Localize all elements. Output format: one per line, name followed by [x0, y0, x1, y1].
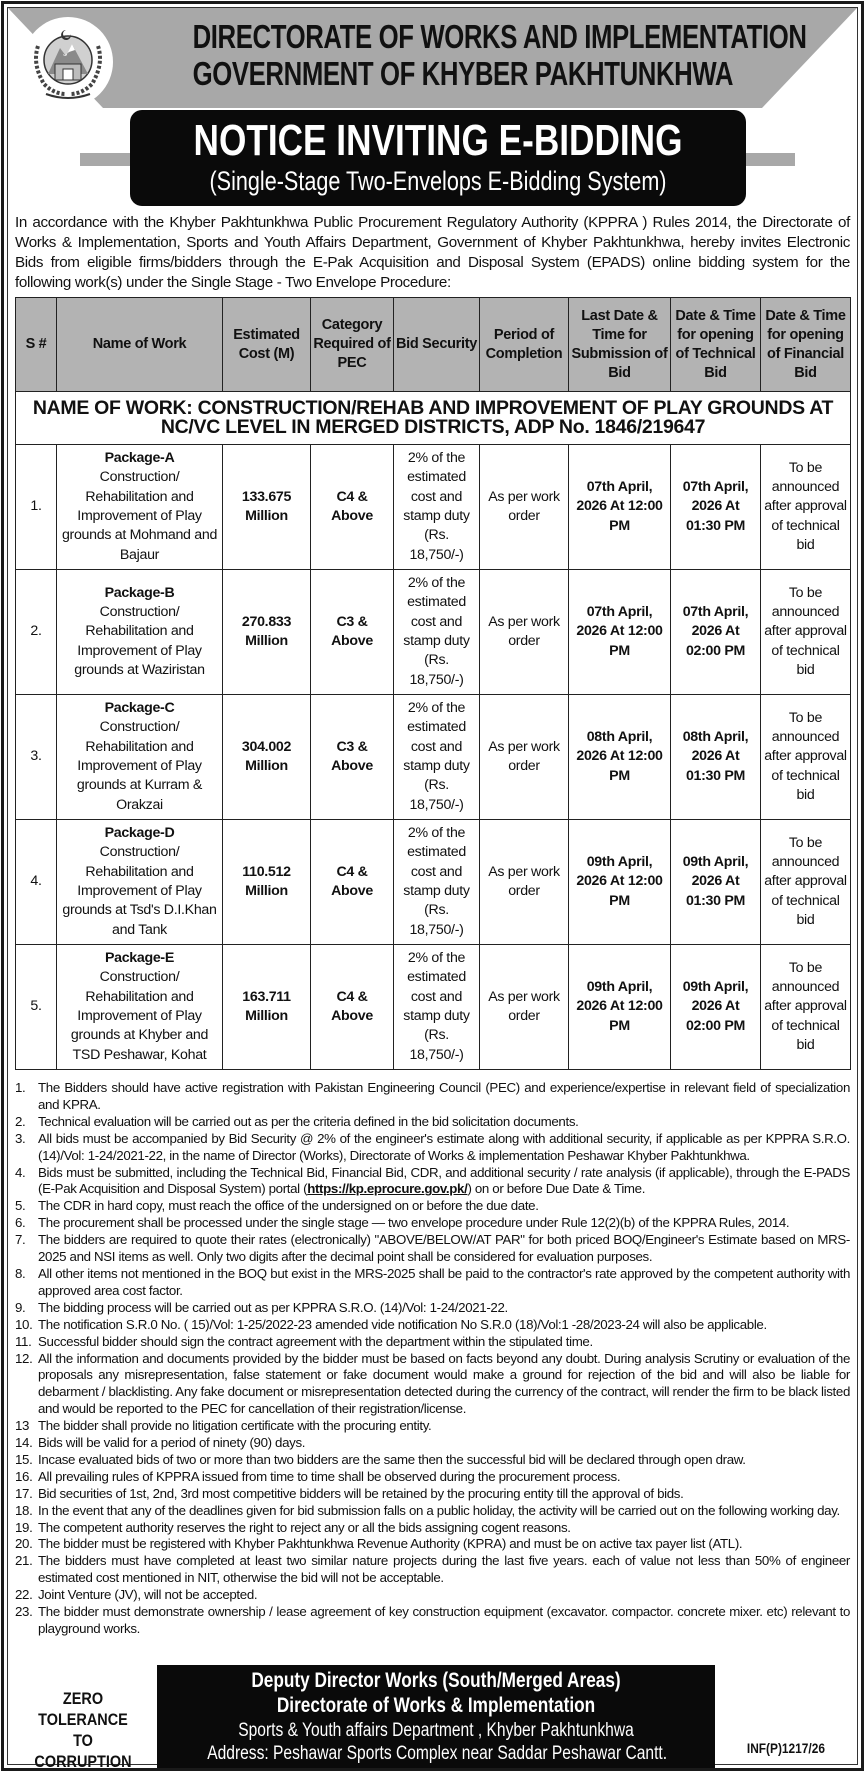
cell-name-of-work	[57, 945, 223, 1070]
header-category: Category Required of PEC	[311, 298, 394, 392]
cell-submission	[569, 820, 671, 945]
header-line-1: DIRECTORATE OF WORKS AND IMPLEMENTATION	[192, 18, 807, 55]
table-row	[16, 695, 851, 820]
note-text-end: ) on or before Due Date & Time.	[467, 1181, 646, 1197]
completion-period: As per work order	[488, 613, 560, 649]
note-item	[15, 1587, 850, 1604]
work-title-row	[16, 392, 851, 445]
note-item	[15, 1131, 850, 1165]
note-text: The bidding process will be carried out as per KPPRA S.R.O. (14)/Vol: 1-24/2021-22.	[38, 1299, 508, 1315]
note-number: 3.	[15, 1130, 26, 1146]
package-description: Construction/ Rehabilitation and Improvement of Play grounds at Tsd's D.I.Khan and Tank	[62, 844, 217, 938]
note-number: 20.	[15, 1536, 33, 1552]
note-item	[15, 1536, 850, 1553]
cell-submission	[569, 695, 671, 820]
cell-financial-opening	[761, 945, 851, 1070]
note-number: 18.	[15, 1502, 33, 1518]
note-item	[15, 1486, 850, 1503]
cell-category	[311, 695, 394, 820]
cost-unit: Million	[245, 883, 288, 899]
note-text: Technical evaluation will be carried out as per the criteria defined in the bid solicitation documents.	[38, 1113, 579, 1129]
header-sno: S #	[16, 298, 57, 392]
cell-period	[480, 445, 569, 570]
note-text: All bids must be accompanied by Bid Security @ 2% of the engineer's estimate along with additional security, if applicable as per KPPRA S.R.O. (14)/Vol: 1-24/2021-22, in the name of Director (Works), Directorate of Works & implementation Peshawar Khyber Pakhtunkhwa.	[38, 1130, 850, 1163]
eprocure-portal-link[interactable]: https://kp.eprocure.gov.pk/	[307, 1181, 468, 1197]
note-item	[15, 1165, 850, 1199]
note-text: All other items not mentioned in the BOQ but exist in the MRS-2025 shall be paid to the contractor's rate approved by the competent authority with approved area cost factor.	[38, 1265, 850, 1298]
slogan-line-1: ZERO	[62, 1689, 104, 1708]
note-item	[15, 1334, 850, 1351]
footer-line-2: Directorate of Works & Implementation	[276, 1694, 596, 1717]
note-text: All prevailing rules of KPPRA issued from time to time shall be observed during the procurement process.	[38, 1468, 621, 1484]
cell-bid-security	[394, 945, 480, 1070]
cell-financial-opening	[761, 820, 851, 945]
note-item	[15, 1300, 850, 1317]
header-bid-security: Bid Security	[394, 298, 480, 392]
reference-number: INF(P)1217/26	[746, 1740, 825, 1756]
category-suffix: Above	[331, 633, 373, 649]
note-number: 22.	[15, 1587, 33, 1603]
cell-financial-opening	[761, 695, 851, 820]
sno: 5.	[30, 998, 42, 1015]
package-name: Package-B	[104, 584, 175, 601]
note-number: 7.	[15, 1232, 26, 1248]
sno: 1.	[30, 498, 42, 515]
note-number: 19.	[15, 1519, 33, 1535]
cell-submission	[569, 445, 671, 570]
package-name: Package-E	[104, 950, 175, 967]
note-number: 11.	[15, 1333, 32, 1349]
technical-opening-date: 09th April, 2026 At 01:30 PM	[682, 854, 749, 909]
technical-opening-date: 07th April, 2026 At 01:30 PM	[682, 479, 749, 534]
note-text: The Bidders should have active registration with Pakistan Engineering Council (PEC) and experience/expertise in relevant field of specialization and KPRA.	[38, 1080, 850, 1112]
completion-period: As per work order	[488, 738, 560, 774]
note-number: 16.	[15, 1468, 33, 1484]
note-item	[15, 1503, 850, 1520]
header-submission: Last Date & Time for Submission of Bid	[569, 298, 671, 392]
note-item	[15, 1232, 850, 1266]
cell-submission	[569, 570, 671, 695]
bids-table	[15, 297, 851, 1070]
category-value: C3 &	[336, 738, 368, 755]
financial-opening-date: To be announced after approval of technical bid	[764, 459, 847, 553]
financial-opening-date: To be announced after approval of technical bid	[764, 834, 847, 928]
slogan-line-2: TOLERANCE	[38, 1710, 128, 1729]
note-item	[15, 1266, 850, 1300]
zero-tolerance-slogan	[28, 1688, 139, 1772]
category-value: C4 &	[336, 988, 368, 1005]
table-header-row	[16, 298, 851, 392]
header-name-of-work: Name of Work	[57, 298, 223, 392]
cell-estimated-cost	[223, 945, 311, 1070]
cost-value: 163.711	[242, 988, 291, 1005]
cell-period	[480, 570, 569, 695]
package-name: Package-A	[104, 450, 175, 467]
note-text: Bid securities of 1st, 2nd, 3rd most competitive bidders will be retained by the procuring entity till the approval of bids.	[38, 1485, 684, 1501]
note-text: The procurement shall be processed under the single stage — two envelope procedure under Rule 12(2)(b) of the KPPRA Rules, 2014.	[38, 1215, 790, 1231]
footer-line-3: Sports & Youth affairs Department , Khyber Pakhtunkhwa	[238, 1720, 634, 1741]
package-name: Package-D	[104, 825, 175, 842]
header-line-2: GOVERNMENT OF KHYBER PAKHTUNKHWA	[192, 55, 734, 92]
bid-security: 2% of the estimated cost and stamp duty (Rs. 18,750/-)	[403, 825, 470, 938]
category-value: C4 &	[336, 863, 368, 880]
note-text: Successful bidder should sign the contract agreement with the department within the stipulated time.	[38, 1333, 593, 1349]
cell-financial-opening	[761, 570, 851, 695]
bid-security: 2% of the estimated cost and stamp duty (Rs. 18,750/-)	[403, 700, 470, 813]
cost-unit: Million	[245, 508, 288, 524]
cell-technical-opening	[671, 945, 761, 1070]
table-row	[16, 445, 851, 570]
note-item	[15, 1452, 850, 1469]
category-suffix: Above	[331, 758, 373, 774]
note-item	[15, 1351, 850, 1419]
financial-opening-date: To be announced after approval of technical bid	[764, 709, 847, 803]
cell-estimated-cost	[223, 820, 311, 945]
note-number: 21.	[15, 1553, 33, 1569]
category-suffix: Above	[331, 1008, 373, 1024]
category-suffix: Above	[331, 883, 373, 899]
note-text: The bidders are required to quote their rates (electronically) "ABOVE/BELOW/AT PAR" for both priced BOQ/Engineer's Estimate based on MRS-2025 and NSI items as well. Only two digits after the decimal point shall be considered for evaluation purposes.	[38, 1232, 850, 1265]
cost-unit: Million	[245, 633, 288, 649]
note-number: 12.	[15, 1350, 33, 1366]
table-row	[16, 820, 851, 945]
note-number: 9.	[15, 1299, 26, 1315]
notes-list	[15, 1080, 850, 1638]
cell-technical-opening	[671, 820, 761, 945]
package-description: Construction/ Rehabilitation and Improvement of Play grounds at Kurram & Orakzai	[76, 719, 203, 813]
completion-period: As per work order	[488, 488, 560, 524]
note-text: The CDR in hard copy, must reach the office of the undersigned on or before the due date.	[38, 1198, 539, 1214]
table-row	[16, 570, 851, 695]
note-text: Bids will be valid for a period of ninety (90) days.	[38, 1435, 306, 1451]
note-text: The bidder shall provide no litigation certificate with the procuring entity.	[38, 1418, 432, 1434]
cost-value: 110.512	[242, 863, 291, 880]
footer-address: Address: Peshawar Sports Complex near Saddar Peshawar Cantt.	[207, 1743, 668, 1764]
category-suffix: Above	[331, 508, 373, 524]
note-item	[15, 1080, 850, 1114]
completion-period: As per work order	[488, 863, 560, 899]
note-text: Joint Venture (JV), will not be accepted.	[38, 1587, 258, 1603]
table-row	[16, 945, 851, 1070]
sno: 4.	[30, 873, 42, 890]
cell-financial-opening	[761, 445, 851, 570]
note-item	[15, 1435, 850, 1452]
cell-period	[480, 695, 569, 820]
note-number: 13	[15, 1418, 30, 1434]
bid-security: 2% of the estimated cost and stamp duty (Rs. 18,750/-)	[403, 575, 470, 688]
cell-sno	[16, 695, 57, 820]
technical-opening-date: 07th April, 2026 At 02:00 PM	[682, 604, 749, 659]
package-name: Package-C	[104, 700, 175, 717]
header-period: Period of Completion	[480, 298, 569, 392]
note-number: 23.	[15, 1604, 33, 1620]
package-description: Construction/ Rehabilitation and Improvement of Play grounds at Mohmand and Bajaur	[61, 469, 218, 563]
work-title	[16, 392, 851, 445]
note-text: The bidder must demonstrate ownership / lease agreement of key construction equipment (excavator. compactor. concrete mixer. etc) relevant to playground works.	[38, 1604, 850, 1636]
package-description: Construction/ Rehabilitation and Improvement of Play grounds at Waziristan	[74, 604, 205, 678]
note-item	[15, 1114, 850, 1131]
note-item	[15, 1553, 850, 1587]
cell-sno	[16, 570, 57, 695]
submission-date: 09th April, 2026 At 12:00 PM	[576, 854, 663, 909]
cell-name-of-work	[57, 445, 223, 570]
cost-unit: Million	[245, 1008, 288, 1024]
cell-bid-security	[394, 570, 480, 695]
cell-category	[311, 945, 394, 1070]
header-technical-opening: Date & Time for opening of Technical Bid	[671, 298, 761, 392]
work-title-line-1: NAME OF WORK: CONSTRUCTION/REHAB AND IMPROVEMENT OF PLAY GROUNDS AT	[32, 396, 834, 419]
note-text: All the information and documents provided by the bidder must be based on facts beyond any doubt. During analysis Scrutiny or evaluation of the proposals any misrepresentation, false statement or fake document would make a ground for rejection of the bid and will also be liable for debarment / blacklisting. Any fake document or misrepresentation detected during the currency of the contract, will render the firm to be black listed and would be reported to the PEC for cancellation of their registration/license.	[38, 1350, 850, 1417]
note-text: In the event that any of the deadlines given for bid submission falls on a public holiday, the activity will be carried out on the following working day.	[38, 1502, 840, 1518]
note-number: 8.	[15, 1265, 26, 1281]
page-title: NOTICE INVITING E-BIDDING	[193, 116, 683, 165]
note-item	[15, 1317, 850, 1334]
cell-bid-security	[394, 820, 480, 945]
cell-name-of-work	[57, 570, 223, 695]
cell-category	[311, 820, 394, 945]
cell-estimated-cost	[223, 570, 311, 695]
technical-opening-date: 08th April, 2026 At 01:30 PM	[682, 729, 749, 784]
note-item	[15, 1215, 850, 1232]
note-number: 15.	[15, 1451, 33, 1467]
government-emblem-icon	[22, 16, 114, 108]
note-number: 4.	[15, 1164, 26, 1180]
note-text: Bids must be submitted, including the Technical Bid, Financial Bid, CDR, and additional security / rate analysis (if applicable), through the E-PADS (E-Pak Acquisition and Disposal System) portal (	[38, 1164, 850, 1197]
cell-estimated-cost	[223, 445, 311, 570]
intro-paragraph: In accordance with the Khyber Pakhtunkhwa Public Procurement Regulatory Authority (KPPRA ) Rules 2014, the Directorate of Works & Implementation, Sports and Youth Affairs Department, Government of Khyber Pakhtunkhwa, hereby invites Electronic Bids from eligible firms/bidders through the E-Pak Acquisition and Disposal System (EPADS) online bidding system for the following work(s) under the Single Stage - Two Envelope Procedure:	[15, 214, 850, 291]
work-title-line-2: NC/VC LEVEL IN MERGED DISTRICTS, ADP No. 1846/219647	[160, 416, 706, 438]
note-item	[15, 1198, 850, 1215]
submission-date: 07th April, 2026 At 12:00 PM	[576, 604, 663, 659]
cell-technical-opening	[671, 445, 761, 570]
note-number: 10.	[15, 1316, 33, 1332]
completion-period: As per work order	[488, 988, 560, 1024]
cost-unit: Million	[245, 758, 288, 774]
cell-category	[311, 570, 394, 695]
submission-date: 09th April, 2026 At 12:00 PM	[576, 979, 663, 1034]
cell-technical-opening	[671, 570, 761, 695]
note-text: The bidders must have completed at least two similar nature projects during the last five years. each of value not less than 50% of engineer estimated cost mentioned in NIT, otherwise the bid will not be acceptable.	[38, 1553, 850, 1586]
note-text: The competent authority reserves the right to reject any or all the bids assigning cogent reasons.	[38, 1519, 571, 1535]
note-text: The notification S.R.0 No. ( 15)/Vol: 1-25/2022-23 amended vide notification No S.R.0 (18)/Vol:1 -28/2023-24 will also be applicable.	[38, 1316, 767, 1332]
cell-sno	[16, 820, 57, 945]
note-number: 14.	[15, 1435, 33, 1451]
cell-period	[480, 945, 569, 1070]
cell-sno	[16, 445, 57, 570]
note-item	[15, 1418, 850, 1435]
submission-date: 08th April, 2026 At 12:00 PM	[576, 729, 663, 784]
technical-opening-date: 09th April, 2026 At 02:00 PM	[682, 979, 749, 1034]
category-value: C3 &	[336, 613, 368, 630]
financial-opening-date: To be announced after approval of technical bid	[764, 584, 847, 678]
slogan-line-3: TO CORRUPTION	[34, 1731, 132, 1771]
cell-bid-security	[394, 695, 480, 820]
cell-estimated-cost	[223, 695, 311, 820]
note-number: 5.	[15, 1198, 26, 1214]
cost-value: 270.833	[241, 613, 292, 630]
sno: 3.	[30, 748, 42, 765]
note-number: 17.	[15, 1485, 33, 1501]
note-text: Incase evaluated bids of two or more than two bidders are the same then the successful bid will be declared through open draw.	[38, 1451, 746, 1467]
category-value: C4 &	[336, 488, 368, 505]
cell-sno	[16, 945, 57, 1070]
sno: 2.	[30, 623, 42, 640]
header-financial-opening: Date & Time for opening of Financial Bid	[761, 298, 851, 392]
cell-submission	[569, 945, 671, 1070]
footer-contact-box	[157, 1665, 715, 1768]
note-item	[15, 1604, 850, 1638]
note-number: 2.	[15, 1113, 26, 1129]
cell-name-of-work	[57, 695, 223, 820]
cell-category	[311, 445, 394, 570]
cell-technical-opening	[671, 695, 761, 820]
package-description: Construction/ Rehabilitation and Improvement of Play grounds at Khyber and TSD Peshawar, Kohat	[70, 969, 209, 1063]
cost-value: 304.002	[241, 738, 292, 755]
note-text: The bidder must be registered with Khyber Pakhtunkhwa Revenue Authority (KPRA) and must be on active tax payer list (ATL).	[38, 1536, 743, 1552]
note-item	[15, 1520, 850, 1537]
submission-date: 07th April, 2026 At 12:00 PM	[576, 479, 663, 534]
page-subtitle: (Single-Stage Two-Envelops E-Bidding System)	[209, 166, 667, 196]
cell-name-of-work	[57, 820, 223, 945]
footer-line-1: Deputy Director Works (South/Merged Areas)	[251, 1669, 621, 1692]
cell-period	[480, 820, 569, 945]
note-number: 6.	[15, 1215, 26, 1231]
title-box	[130, 110, 746, 206]
bid-security: 2% of the estimated cost and stamp duty (Rs. 18,750/-)	[403, 950, 470, 1063]
note-number: 1.	[15, 1080, 26, 1095]
financial-opening-date: To be announced after approval of technical bid	[764, 959, 847, 1053]
note-item	[15, 1469, 850, 1486]
cell-bid-security	[394, 445, 480, 570]
header-estimated-cost: Estimated Cost (M)	[223, 298, 311, 392]
bid-security: 2% of the estimated cost and stamp duty (Rs. 18,750/-)	[403, 450, 470, 563]
cost-value: 133.675	[241, 488, 292, 505]
